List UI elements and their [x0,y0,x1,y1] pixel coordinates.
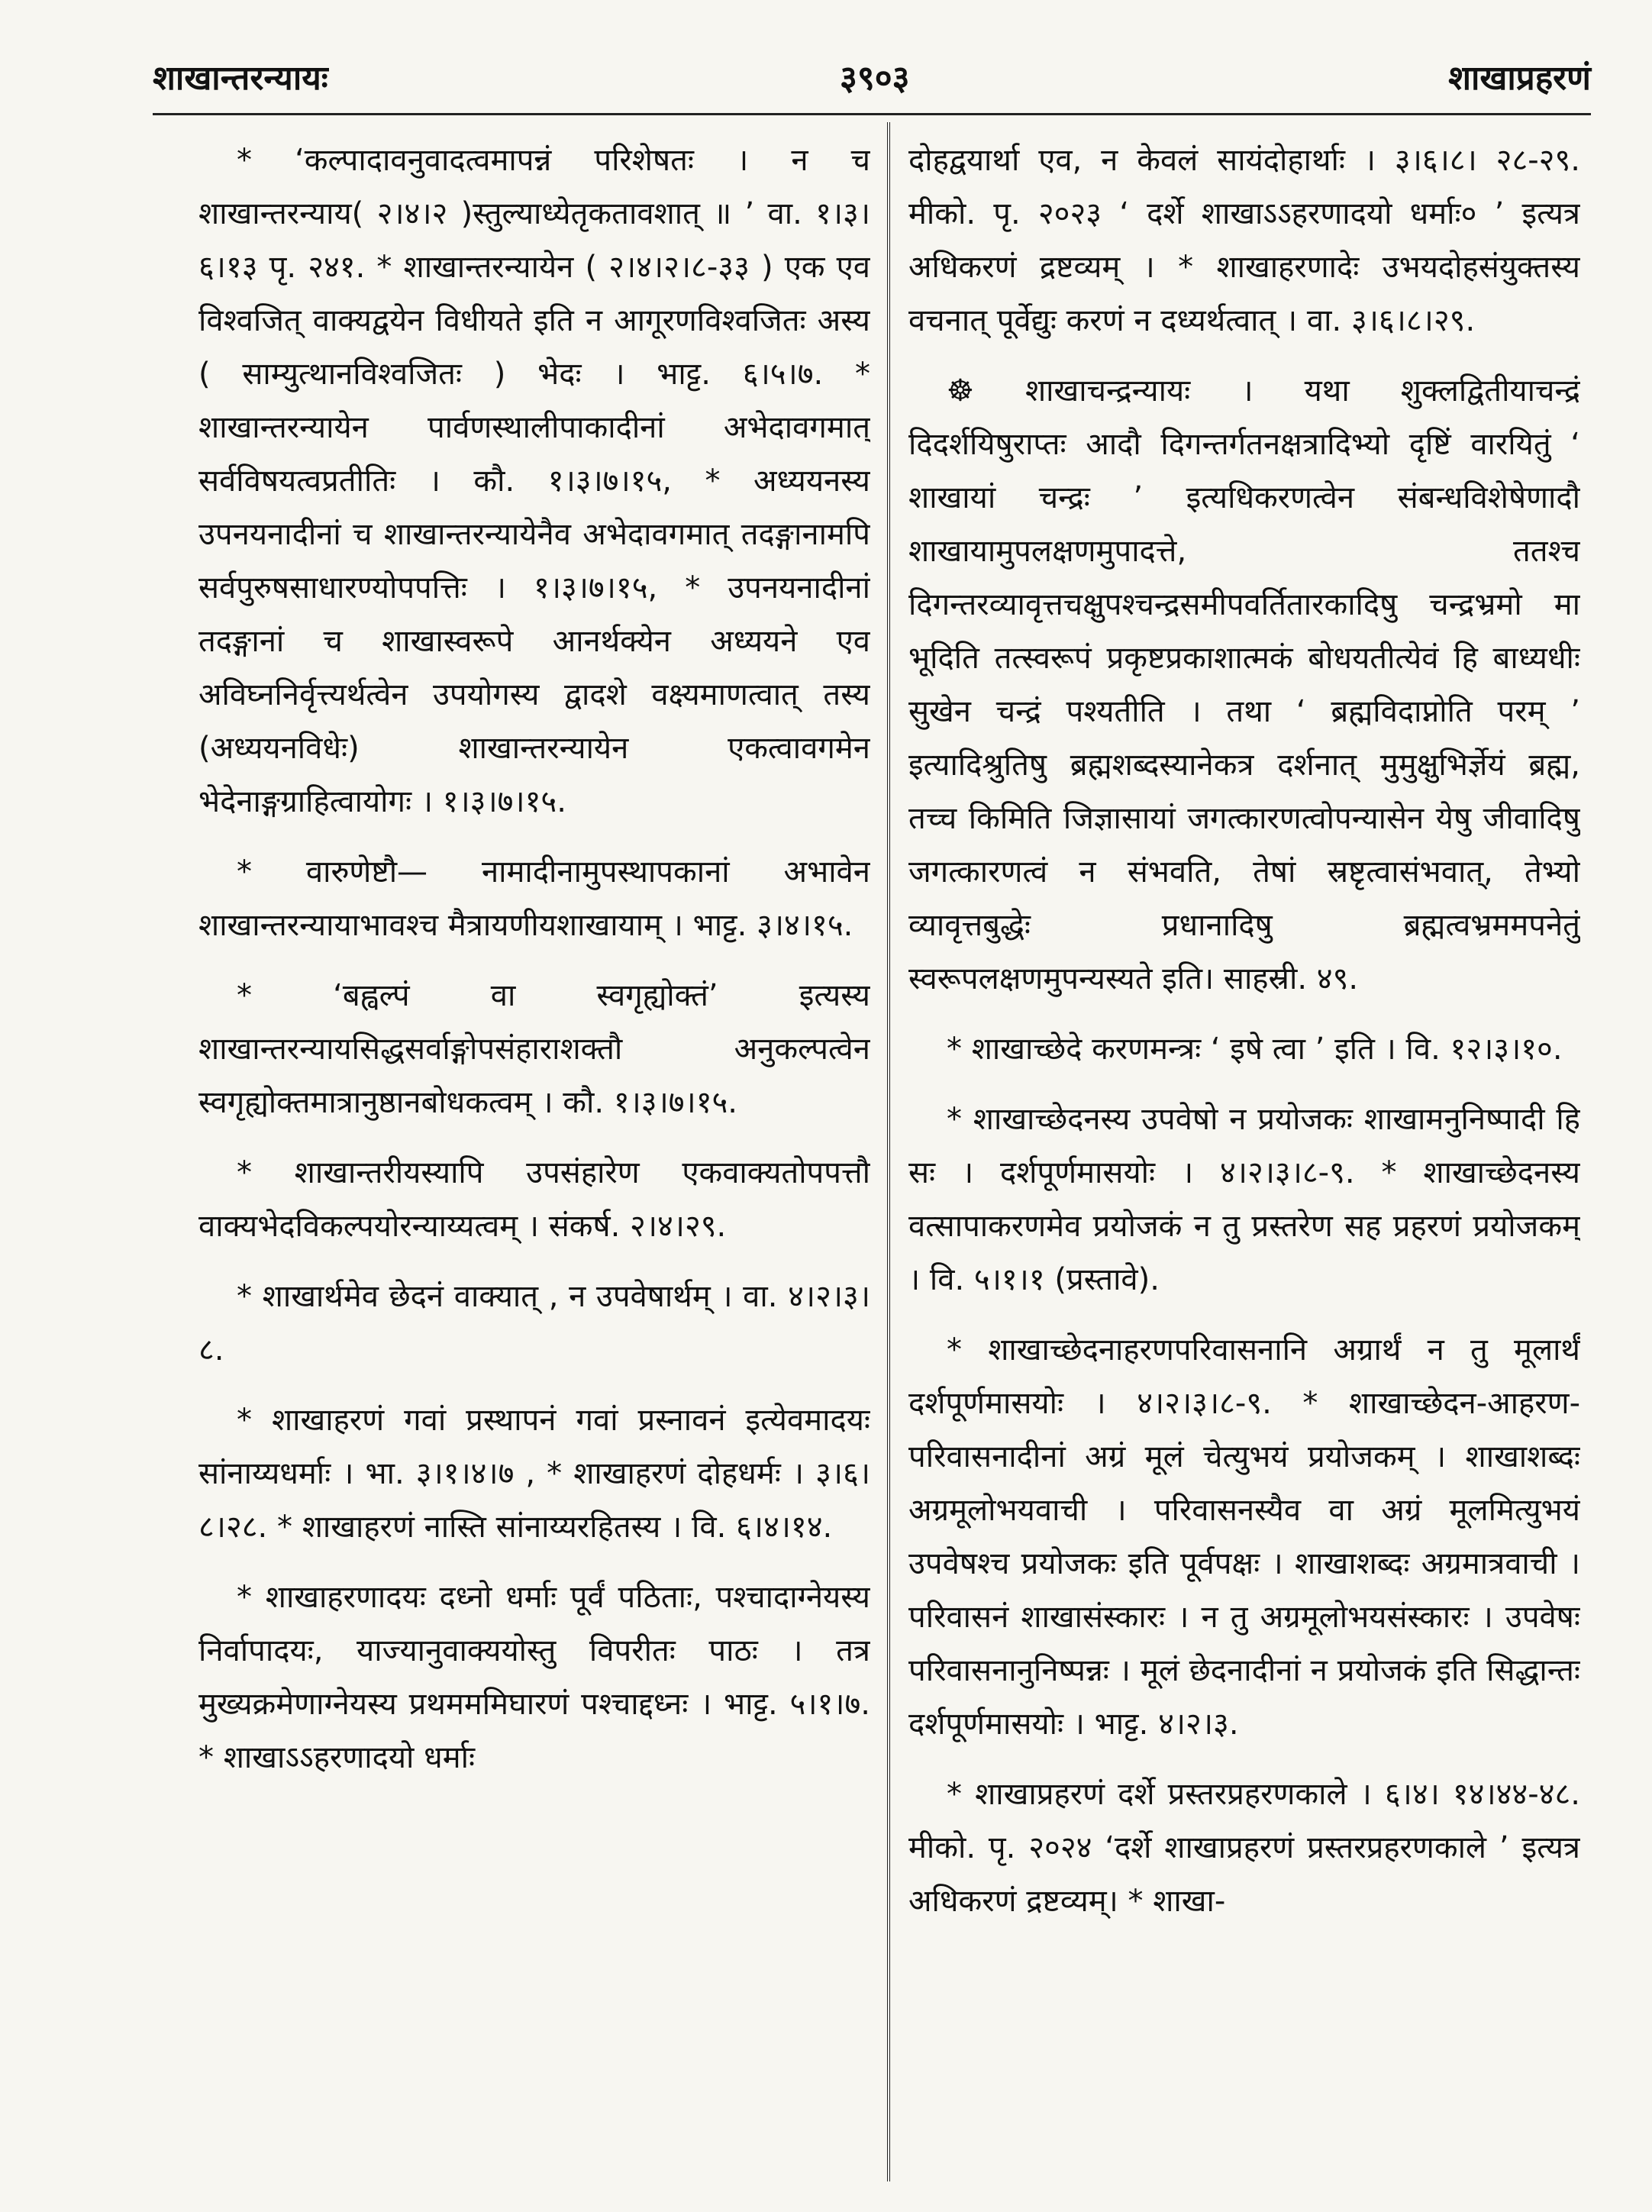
header-rule [153,113,1591,115]
entry-paragraph: * शाखान्तरीयस्यापि उपसंहारेण एकवाक्यतोपपत्तौ वाक्यभेदविकल्पयोरन्याय्यत्वम् । संकर्ष. २।४।२९. [198,1155,870,1244]
entry-paragraph: * शाखाच्छेदे करणमन्त्रः ‘ इषे त्वा ’ इति । वि. १२।३।१०. [947,1032,1563,1067]
running-head-left: शाखान्तरन्यायः [153,59,328,98]
column-divider [887,122,890,2181]
entry-paragraph: * ‘कल्पादावनुवादत्वमापन्नं परिशेषतः । न च शाखान्तरन्याय( २।४।२ )स्तुल्याध्येतृकतावशात् ॥ ’ वा. १।३।६।१३ पृ. २४१. * शाखान्तरन्यायेन ( २।४।२।८-३३ ) एक एव विश्वजित् वाक्यद्वयेन विधीयते इति न आगूरणविश्वजितः अस्य ( साम्युत्थानविश्वजितः ) भेदः । भाट्ट. ६।५।७. * शाखान्तरन्यायेन पार्वणस्थालीपाकादीनां अभेदावगमात् सर्वविषयत्वप्रतीतिः । कौ. १।३।७।१५, * अध्ययनस्य उपनयनादीनां च शाखान्तरन्यायेनैव अभेदावगमात् तदङ्गानामपि सर्वपुरुषसाधारण्योपपत्तिः । १।३।७।१५, * उपनयनादीनां तदङ्गानां च शाखास्वरूपे आनर्थक्येन अध्ययने एव अविघ्ननिर्वृत्त्यर्थत्वेन उपयोगस्य द्वादशे वक्ष्यमाणत्वात् तस्य (अध्ययनविधेः) शाखान्तरन्यायेन एकत्वावगमेन भेदेनाङ्गग्राहित्वायोगः । १।३।७।१५. [198,143,870,819]
entry-paragraph: * ‘बह्वल्पं वा स्वगृह्योक्तं’ इत्यस्य शाखान्तरन्यायसिद्धसर्वाङ्गोपसंहाराशक्तौ अनुकल्पत्वेन स्वगृह्योक्तमात्रानुष्ठानबोधकत्वम् । कौ. १।३।७।१५. [198,978,870,1120]
entry-paragraph: * शाखाहरणादयः दध्नो धर्माः पूर्वं पठिताः, पश्चादाग्नेयस्य निर्वापादयः, याज्यानुवाक्ययोस्तु विपरीतः पाठः । तत्र मुख्यक्रमेणाग्नेयस्य प्रथमममिघारणं पश्चाद्दध्नः । भाट्ट. ५।१।७. * शाखाऽऽहरणादयो धर्माः [198,1580,870,1775]
left-column [198,134,870,2195]
entry-paragraph: ☸ शाखाचन्द्रन्यायः । यथा शुक्लद्वितीयाचन्द्रं दिदर्शयिषुराप्तः आदौ दिगन्तर्गतनक्षत्रादिभ्यो दृष्टिं वारयितुं ‘ शाखायां चन्द्रः ’ इत्यधिकरणत्वेन संबन्धविशेषेणादौ शाखायामुपलक्षणमुपादत्ते, ततश्च दिगन्तरव्यावृत्तचक्षुपश्चन्द्रसमीपवर्तितारकादिषु चन्द्रभ्रमो मा भूदिति तत्स्वरूपं प्रकृष्टप्रकाशात्मकं बोधयतीत्येवं हि बाध्यधीः सुखेन चन्द्रं पश्यतीति । तथा ‘ ब्रह्मविदाप्नोति परम् ’ इत्यादिश्रुतिषु ब्रह्मशब्दस्यानेकत्र दर्शनात् मुमुक्षुभिर्ज्ञेयं ब्रह्म, तच्च किमिति जिज्ञासायां जगत्कारणत्वोपन्यासेन येषु जीवादिषु जगत्कारणत्वं न संभवति, तेषां स्रष्टृत्वासंभवात्, तेभ्यो व्यावृत्तबुद्धेः प्रधानादिषु ब्रह्मत्वभ्रममपनेतुं स्वरूपलक्षणमुपन्यस्यते इति। साहस्री. ४९. [908,373,1580,996]
entry-paragraph: * शाखाप्रहरणं दर्शे प्रस्तरप्रहरणकाले । ६।४। १४।४४-४८. मीको. पृ. २०२४ ‘दर्शे शाखाप्रहरणं प्रस्तरप्रहरणकाले ’ इत्यत्र अधिकरणं द्रष्टव्यम्। * शाखा- [908,1777,1580,1919]
running-head-right: शाखाप्रहरणं [1448,59,1591,98]
entry-paragraph: * शाखार्थमेव छेदनं वाक्यात् , न उपवेषार्थम् । वा. ४।२।३।८. [198,1279,870,1368]
entry-paragraph: दोहद्वयार्था एव, न केवलं सायंदोहार्थाः । ३।६।८। २८-२९. मीको. पृ. २०२३ ‘ दर्शे शाखाऽऽहरणादयो धर्माः० ’ इत्यत्र अधिकरणं द्रष्टव्यम् । * शाखाहरणादेः उभयदोहसंयुक्तस्य वचनात् पूर्वेद्युः करणं न दध्यर्थत्वात् । वा. ३।६।८।२९. [908,143,1580,338]
entry-paragraph: * शाखाच्छेदनाहरणपरिवासनानि अग्रार्थं न तु मूलार्थं दर्शपूर्णमासयोः । ४।२।३।८-९. * शाखाच्छेदन-आहरण-परिवासनादीनां अग्रं मूलं चेत्युभयं प्रयोजकम् । शाखाशब्दः अग्रमूलोभयवाची । परिवासनस्यैव वा अग्रं मूलमित्युभयं उपवेषश्च प्रयोजकः इति पूर्वपक्षः । शाखाशब्दः अग्रमात्रवाची । परिवासनं शाखासंस्कारः । न तु अग्रमूलोभयसंस्कारः । उपवेषः परिवासनानुनिष्पन्नः । मूलं छेदनादीनां न प्रयोजकं इति सिद्धान्तः दर्शपूर्णमासयोः । भाट्ट. ४।२।३. [908,1332,1580,1742]
page-number: ३९०३ [840,59,910,98]
right-column [908,134,1580,2195]
page-header [153,53,1591,99]
entry-paragraph: * वारुणेष्टौ— नामादीनामुपस्थापकानां अभावेन शाखान्तरन्यायाभावश्च मैत्रायणीयशाखायाम् । भाट्ट. ३।४।१५. [198,854,870,943]
entry-paragraph: * शाखाच्छेदनस्य उपवेषो न प्रयोजकः शाखामनुनिष्पादी हि सः । दर्शपूर्णमासयोः । ४।२।३।८-९. * शाखाच्छेदनस्य वत्सापाकरणमेव प्रयोजकं न तु प्रस्तरेण सह प्रहरणं प्रयोजकम् । वि. ५।१।१ (प्रस्तावे). [908,1102,1580,1297]
entry-paragraph: * शाखाहरणं गवां प्रस्थापनं गवां प्रस्नावनं इत्येवमादयः सांनाय्यधर्माः । भा. ३।१।४।७ , * शाखाहरणं दोहधर्मः । ३।६।८।२८. * शाखाहरणं नास्ति सांनाय्यरहितस्य । वि. ६।४।१४. [198,1403,870,1545]
